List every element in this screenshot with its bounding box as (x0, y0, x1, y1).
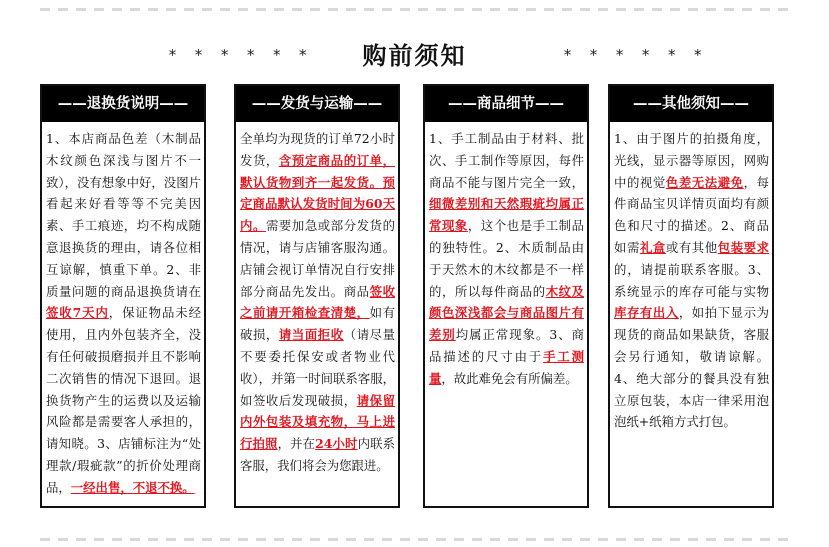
bottom-decorative-border (40, 538, 790, 541)
body-text: 或有其他 (665, 239, 718, 255)
body-text: 3、系统显示的库存可能与实物 (614, 261, 770, 299)
body-text: 全单均为现货的订单72小时发货， (240, 131, 395, 168)
body-text: ，如拍下显示为现货的商品如果缺货，客服会另行通知，敬请谅解。 (614, 305, 770, 364)
body-text: （请尽量不要委托保安或者物业代收），并第一时间联系客服，如签收后发现破损， (240, 327, 396, 408)
body-text: ，这个也是手工制品的独特性。 (429, 218, 585, 255)
column-return-policy (40, 84, 206, 508)
body-text: 1、由于图片的拍摄角度，光线，显示器等原因，网购中的视觉 (614, 131, 769, 190)
body-text: 1、手工制品由于材料、批次、手工制作等原因，每件商品不能与图片完全一致， (429, 131, 584, 190)
highlighted-text: 色差无法避免 (665, 174, 744, 190)
column-heading: ——退换货说明—— (42, 86, 204, 122)
page-header (0, 34, 829, 74)
stars-left: * * * * * * (168, 46, 312, 64)
body-text: 如有破损， (240, 305, 396, 343)
body-text: 的，请提前联系客服。 (614, 261, 748, 277)
column-body (42, 122, 204, 499)
body-text: ，每件商品宝贝详情页面均有颜色和尺寸的描述。 (614, 174, 770, 234)
highlighted-text: 24小时 (315, 436, 358, 452)
column-heading: ——其他须知—— (610, 86, 772, 122)
body-text: 2、非质量问题的商品退换货请在 (46, 261, 202, 299)
column-shipping (234, 84, 400, 508)
top-decorative-border (40, 8, 790, 11)
body-text: 4、绝大部分的餐具没有独立原包装，本店一律采用泡泡纸+纸箱方式打包。 (614, 370, 769, 430)
column-heading: ——发货与运输—— (236, 86, 398, 122)
column-other-notes (608, 84, 774, 508)
body-text: 3、店铺标注为“处理款/瑕疵款”的折价处理商品， (46, 436, 202, 495)
body-text: 1、本店商品色差（木制品木纹颜色深浅与图片不一致），没有想象中好，没图片看起来好看等等不完美因素、手工痕迹，均不构成随意退换货的理由，请各位相互谅解，慎重下单。 (46, 131, 201, 277)
column-body (425, 122, 587, 390)
highlighted-text: 包装要求 (717, 239, 770, 255)
highlighted-text: 含预定商品的订单，默认货物到齐一起发货。预定商品默认发货时间为60天内。 (240, 152, 396, 234)
page-title: 购前须知 (362, 41, 467, 70)
highlighted-text: 细微差别和天然瑕疵均属正常现象 (429, 196, 584, 234)
highlighted-text: 木纹及颜色深浅都会与商品图片有差别 (429, 283, 585, 343)
body-text: ，故此难免会有所偏差。 (441, 370, 578, 386)
column-heading: ——商品细节—— (425, 86, 587, 122)
body-text: 均属正常现象。 (455, 327, 550, 343)
body-text: 2、商品如需 (614, 218, 770, 255)
column-body (610, 122, 772, 433)
highlighted-text: 签收之前请开箱检查清楚， (240, 283, 396, 321)
body-text: 3、商品描述的尺寸由于 (429, 327, 585, 364)
highlighted-text: 请当面拒收 (278, 327, 344, 343)
body-text: ，并在 (277, 436, 316, 452)
body-text: 内联系客服，我们将会为您跟进。 (240, 436, 396, 473)
stars-right: * * * * * * (563, 46, 707, 64)
column-product-details (423, 84, 589, 508)
highlighted-text: 礼盒 (639, 239, 666, 255)
column-body (236, 122, 398, 477)
highlighted-text: 一经出售，不退不换。 (70, 479, 195, 495)
highlighted-text: 签收7天内 (46, 305, 109, 321)
highlighted-text: 手工测量 (429, 348, 585, 386)
body-text: 2、木质制品由于天然木的木纹都是不一样的，所以每件商品的 (429, 239, 584, 299)
body-text: ，保证物品未经使用，且内外包装齐全，没有任何破损磨损并且不影响二次销售的情况下退回。退换货物产生的运费以及运输风险都是需要客人承担的，请知晓。 (46, 305, 201, 452)
body-text: 需要加急或部分发货的情况，请与店铺客服沟通。店铺会视订单情况自行安排部分商品先发出。商品 (240, 218, 396, 299)
highlighted-text: 库存有出入 (614, 305, 679, 321)
highlighted-text: 请保留内外包装及填充物，马上进行拍照 (240, 392, 396, 452)
